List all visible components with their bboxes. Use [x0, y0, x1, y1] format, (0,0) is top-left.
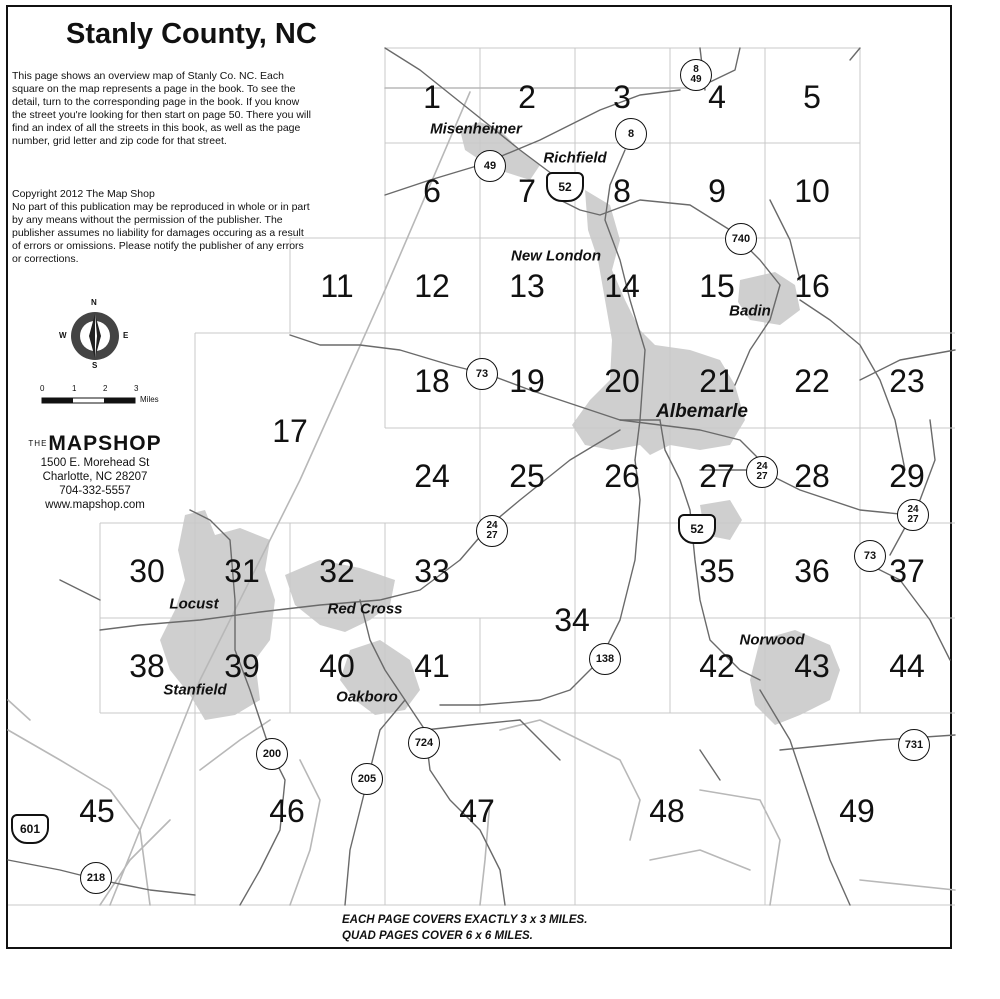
state-route-shield: 218 [80, 862, 112, 894]
page-number[interactable]: 1 [423, 79, 441, 115]
phone: 704-332-5557 [59, 485, 131, 497]
page-number[interactable]: 35 [699, 553, 735, 589]
compass-labels [58, 300, 132, 374]
publisher-block [20, 432, 170, 512]
compass-east: E [123, 331, 129, 340]
scale-tick: 0 [40, 384, 45, 393]
page-number[interactable]: 18 [414, 363, 450, 399]
scale-tick: 3 [134, 384, 139, 393]
state-route-shield: 49 [474, 150, 506, 182]
state-route-shield: 73 [854, 540, 886, 572]
page-number[interactable]: 47 [459, 793, 495, 829]
us-route-shield: 52 [678, 514, 716, 544]
town-label: Red Cross [327, 600, 403, 618]
state-route-shield: 138 [589, 643, 621, 675]
page-number[interactable]: 28 [794, 458, 830, 494]
page-number[interactable]: 48 [649, 793, 685, 829]
page-number[interactable]: 6 [423, 173, 441, 209]
page-number[interactable]: 33 [414, 553, 450, 589]
page-number[interactable]: 45 [79, 793, 115, 829]
town-label: Albemarle [656, 401, 748, 422]
page-number[interactable]: 44 [889, 648, 925, 684]
scale-tick: 2 [103, 384, 108, 393]
page-number[interactable]: 5 [803, 79, 821, 115]
page-number[interactable]: 20 [604, 363, 640, 399]
page-title: Stanly County, NC [66, 18, 317, 50]
scale-tick: 1 [72, 384, 77, 393]
compass-south: S [92, 361, 98, 370]
page-number[interactable]: 7 [518, 173, 536, 209]
state-route-shield: 73 [466, 358, 498, 390]
page-number[interactable]: 13 [509, 268, 545, 304]
page-number[interactable]: 36 [794, 553, 830, 589]
page-number[interactable]: 40 [319, 648, 355, 684]
page-number[interactable]: 38 [129, 648, 165, 684]
footer-note [342, 912, 587, 944]
footer-line-1: EACH PAGE COVERS EXACTLY 3 x 3 MILES. [342, 914, 588, 926]
page-number[interactable]: 43 [794, 648, 830, 684]
page-number[interactable]: 32 [319, 553, 355, 589]
state-route-shield: 740 [725, 223, 757, 255]
page-number[interactable]: 24 [414, 458, 450, 494]
town-label: Norwood [739, 631, 805, 649]
page-number[interactable]: 4 [708, 79, 726, 115]
page-number[interactable]: 29 [889, 458, 925, 494]
page-number[interactable]: 12 [414, 268, 450, 304]
town-label: Oakboro [336, 688, 398, 706]
state-route-shield: 24 27 [746, 456, 778, 488]
website: www.mapshop.com [45, 499, 145, 511]
us-route-shield: 52 [546, 172, 584, 202]
page-number[interactable]: 27 [699, 458, 735, 494]
page-number[interactable]: 37 [889, 553, 925, 589]
address-line-2: Charlotte, NC 28207 [42, 471, 148, 483]
compass-west: W [59, 331, 67, 340]
page-number[interactable]: 25 [509, 458, 545, 494]
page-number[interactable]: 30 [129, 553, 165, 589]
page-number[interactable]: 49 [839, 793, 875, 829]
state-route-shield: 205 [351, 763, 383, 795]
us-route-shield: 601 [11, 814, 49, 844]
logo-wordmark: MAPSHOP [48, 432, 162, 455]
compass-north: N [91, 298, 97, 307]
intro-text: This page shows an overview map of Stanly Co. NC. Each square on the map represents a page in the book. To see the detail, turn to the corresponding page in the book. If you know the street you're looking for then start on page 50. There you will find an index of all the streets in this book, as well as the page number, grid letter and zip code for that street. [12, 70, 311, 147]
page-number[interactable]: 22 [794, 363, 830, 399]
publisher-logo [20, 432, 170, 456]
page-number[interactable]: 8 [613, 173, 631, 209]
page-number[interactable]: 26 [604, 458, 640, 494]
page-number[interactable]: 41 [414, 648, 450, 684]
page-number[interactable]: 19 [509, 363, 545, 399]
page-number[interactable]: 9 [708, 173, 726, 209]
page-number[interactable]: 10 [794, 173, 830, 209]
state-route-shield: 8 [615, 118, 647, 150]
scale-labels [36, 384, 186, 414]
footer-line-2: QUAD PAGES COVER 6 x 6 MILES. [342, 930, 533, 942]
town-label: Locust [169, 595, 219, 613]
state-route-shield: 8 49 [680, 59, 712, 91]
page-number[interactable]: 23 [889, 363, 925, 399]
page-number[interactable]: 16 [794, 268, 830, 304]
page-number[interactable]: 39 [224, 648, 260, 684]
copyright-text: Copyright 2012 The Map Shop No part of this publication may be reproduced in whole or in part by any means without the permission of the publisher. The publisher assumes no liability for damages occuring as a result of errors or omissions. Please notify the publisher of any errors or corrections. [12, 188, 310, 265]
address-line-1: 1500 E. Morehead St [40, 457, 150, 469]
page-number[interactable]: 17 [272, 413, 308, 449]
page-number[interactable]: 15 [699, 268, 735, 304]
town-label: Misenheimer [430, 120, 522, 138]
scale-unit: Miles [140, 395, 159, 404]
page-number[interactable]: 21 [699, 363, 735, 399]
state-route-shield: 731 [898, 729, 930, 761]
state-route-shield: 200 [256, 738, 288, 770]
page-number[interactable]: 46 [269, 793, 305, 829]
page-number[interactable]: 11 [320, 268, 354, 304]
page-number[interactable]: 42 [699, 648, 735, 684]
logo-prefix: THE [28, 439, 48, 448]
town-label: Stanfield [163, 681, 227, 699]
state-route-shield: 24 27 [476, 515, 508, 547]
page-number[interactable]: 3 [613, 79, 631, 115]
town-label: New London [511, 247, 601, 265]
page-number[interactable]: 31 [224, 553, 260, 589]
town-label: Richfield [543, 149, 607, 167]
page-number[interactable]: 2 [518, 79, 536, 115]
town-label: Badin [729, 302, 771, 320]
page-number[interactable]: 14 [604, 268, 640, 304]
state-route-shield: 724 [408, 727, 440, 759]
state-route-shield: 24 27 [897, 499, 929, 531]
page-number[interactable]: 34 [554, 602, 590, 638]
